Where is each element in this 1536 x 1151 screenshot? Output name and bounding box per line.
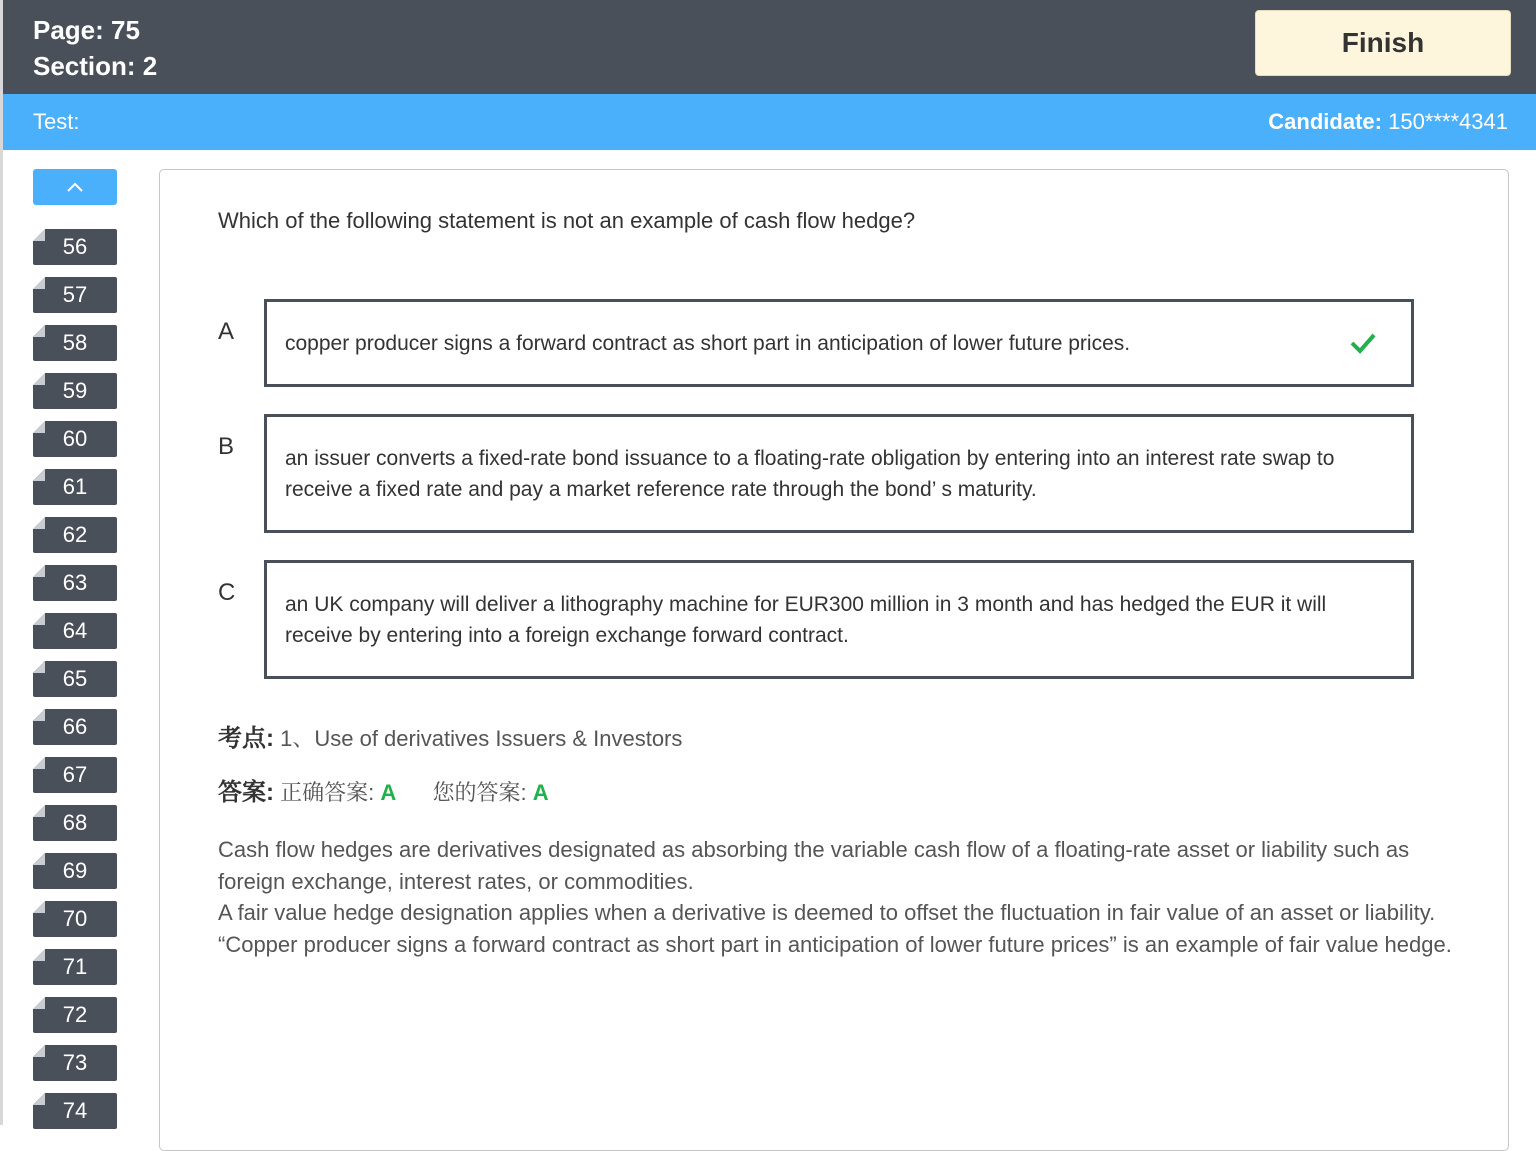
- option-c-text: an UK company will deliver a lithography machine for EUR300 million in 3 month and has hedged the EUR it will receive by entering into a foreign exchange forward contract.: [285, 592, 1327, 647]
- knowledge-label: 考点:: [218, 725, 274, 752]
- your-answer-label: 您的答案:: [432, 780, 527, 805]
- question-nav-item[interactable]: 71: [33, 949, 117, 985]
- explanation: [218, 834, 1458, 960]
- question-nav-item[interactable]: 72: [33, 997, 117, 1033]
- page-number: Page: 75: [33, 15, 140, 45]
- question-nav-item[interactable]: 66: [33, 709, 117, 745]
- question-nav-item[interactable]: 69: [33, 853, 117, 889]
- scroll-up-button[interactable]: [33, 169, 117, 205]
- question-nav-item[interactable]: 67: [33, 757, 117, 793]
- top-header: [3, 0, 1536, 94]
- question-nav-item[interactable]: 70: [33, 901, 117, 937]
- answer-label: 答案:: [218, 779, 274, 806]
- question-panel: [159, 169, 1509, 1151]
- question-nav-item[interactable]: 63: [33, 565, 117, 601]
- option-b-text: an issuer converts a fixed-rate bond issuance to a floating-rate obligation by entering into an interest rate swap to receive a fixed rate and pay a market reference rate through the bond’ s maturity.: [285, 446, 1335, 501]
- question-nav-item[interactable]: 57: [33, 277, 117, 313]
- option-b[interactable]: [264, 414, 1414, 533]
- question-nav-item[interactable]: 61: [33, 469, 117, 505]
- question-nav-item[interactable]: 59: [33, 373, 117, 409]
- candidate-value: 150****4341: [1388, 109, 1508, 134]
- option-b-letter: B: [218, 433, 235, 460]
- answer-row: [218, 772, 549, 807]
- question-nav-item[interactable]: 58: [33, 325, 117, 361]
- option-c-letter: C: [218, 579, 236, 606]
- question-nav-list: [33, 229, 117, 1141]
- info-bar: [3, 94, 1536, 150]
- option-a[interactable]: [264, 299, 1414, 387]
- option-c[interactable]: [264, 560, 1414, 679]
- correct-answer-label: 正确答案:: [280, 780, 375, 805]
- question-nav-item[interactable]: 65: [33, 661, 117, 697]
- question-nav-item[interactable]: 74: [33, 1093, 117, 1129]
- question-nav-item[interactable]: 56: [33, 229, 117, 265]
- question-nav-item[interactable]: 60: [33, 421, 117, 457]
- question-nav-item[interactable]: 64: [33, 613, 117, 649]
- finish-button[interactable]: Finish: [1255, 10, 1511, 76]
- test-label: Test:: [33, 109, 80, 134]
- check-icon: [1349, 329, 1377, 357]
- your-answer-value: A: [532, 780, 549, 805]
- explanation-paragraph-2: A fair value hedge designation applies when a derivative is deemed to offset the fluctuation in fair value of an asset or liability. “Copper producer signs a forward contract as short part in anticipation of lower future prices” is an example of fair value hedge.: [218, 900, 1452, 957]
- question-text: Which of the following statement is not an example of cash flow hedge?: [218, 208, 916, 233]
- option-a-letter: A: [218, 318, 235, 345]
- candidate-info: [1268, 109, 1508, 135]
- knowledge-point: [218, 718, 682, 753]
- left-edge: [0, 0, 3, 1125]
- page-info: [33, 12, 157, 84]
- question-nav-item[interactable]: 73: [33, 1045, 117, 1081]
- candidate-label: Candidate:: [1268, 109, 1382, 134]
- correct-answer-value: A: [380, 780, 397, 805]
- question-nav-item[interactable]: 68: [33, 805, 117, 841]
- chevron-up-icon: [66, 181, 84, 193]
- section-number: Section: 2: [33, 51, 158, 81]
- question-nav-item[interactable]: 62: [33, 517, 117, 553]
- knowledge-value: 1、Use of derivatives Issuers & Investors: [280, 726, 683, 751]
- option-a-text: copper producer signs a forward contract as short part in anticipation of lower future prices.: [285, 331, 1131, 355]
- explanation-paragraph-1: Cash flow hedges are derivatives designated as absorbing the variable cash flow of a floating-rate asset or liability such as foreign exchange, interest rates, or commodities.: [218, 837, 1410, 894]
